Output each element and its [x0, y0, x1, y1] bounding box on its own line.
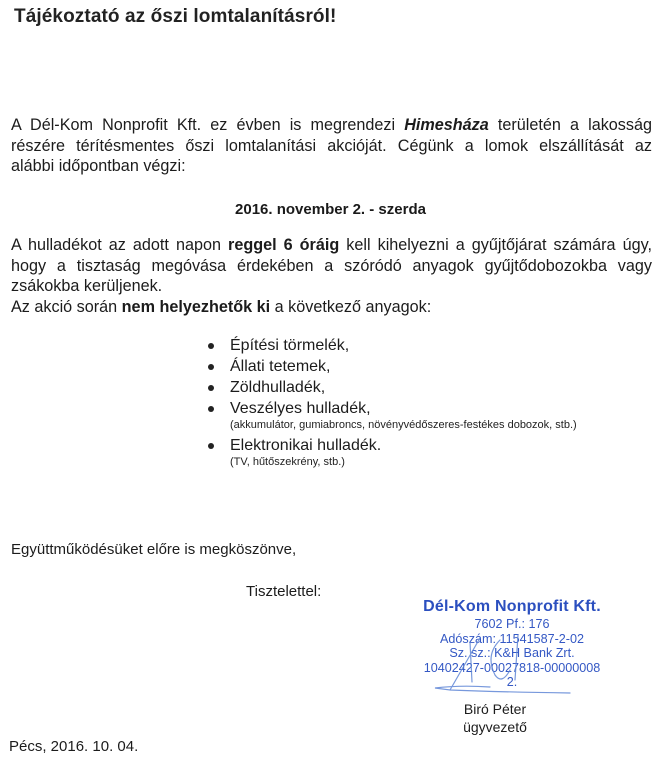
- text-run: Az akció során: [11, 297, 122, 316]
- text-line: [11, 297, 652, 318]
- collection-date: 2016. november 2. - szerda: [235, 201, 426, 218]
- signer-name: Biró Péter: [463, 701, 527, 717]
- stamp-line: 7602 Pf.: 176: [474, 617, 550, 631]
- list-item-note: (TV, hűtőszekrény, stb.): [230, 456, 345, 468]
- company-stamp: [392, 597, 632, 690]
- instruction-paragraph: [11, 235, 652, 317]
- bullet-icon: [208, 364, 214, 370]
- text-line: [11, 136, 652, 157]
- list-item-note: (akkumulátor, gumiabroncs, növényvédőszeres-festékes dobozok, stb.): [230, 419, 577, 431]
- excluded-items-list: [205, 335, 577, 472]
- stamp-line: 10402427-00027818-00000008: [423, 660, 601, 675]
- emphasized-text: reggel 6 óráig: [228, 236, 340, 254]
- text-run: zsákokba kerüljenek.: [11, 277, 163, 296]
- intro-paragraph: [11, 115, 652, 177]
- text-line: [11, 276, 652, 297]
- regards-line: Tisztelettel:: [246, 583, 322, 600]
- signer-block: [420, 700, 570, 736]
- stamp-company-name: Dél-Kom Nonprofit Kft.: [423, 598, 601, 615]
- list-item: [205, 398, 577, 432]
- text-line: [11, 256, 652, 277]
- text-run: kell kihelyezni a gyűjtőjárat számára úgy,: [339, 236, 652, 254]
- place-and-date: Pécs, 2016. 10. 04.: [9, 738, 139, 755]
- list-item: [205, 435, 577, 469]
- bullet-icon: [208, 443, 214, 449]
- closing-line: Együttműködésüket előre is megköszönve,: [11, 541, 297, 558]
- emphasized-text: nem helyezhetők ki: [121, 297, 271, 316]
- list-item-label: Építési törmelék,: [230, 337, 350, 354]
- emphasized-text: Himesháza: [404, 116, 489, 134]
- list-item: [205, 356, 577, 377]
- text-run: a következő anyagok:: [270, 297, 432, 316]
- text-line: [11, 156, 652, 177]
- document-title: Tájékoztató az őszi lomtalanításról!: [14, 6, 337, 27]
- bullet-icon: [208, 385, 214, 391]
- bullet-icon: [208, 406, 214, 412]
- list-item-label: Állati tetemek,: [230, 358, 331, 375]
- text-run: alábbi időpontban végzi:: [11, 157, 186, 176]
- bullet-icon: [208, 343, 214, 349]
- text-run: területén a lakosság: [488, 116, 652, 134]
- list-item-label: Veszélyes hulladék,: [230, 400, 371, 417]
- list-item: [205, 335, 577, 356]
- list-item-label: Elektronikai hulladék.: [230, 437, 382, 454]
- stamp-line: Adószám: 11541587-2-02: [440, 631, 584, 646]
- text-line: [11, 235, 652, 256]
- list-item-label: Zöldhulladék,: [230, 379, 326, 396]
- signer-role: ügyvezető: [463, 719, 527, 735]
- text-run: A Dél-Kom Nonprofit Kft. ez évben is megrendezi: [11, 116, 405, 134]
- stamp-line: 2.: [506, 675, 518, 690]
- text-run: A hulladékot az adott napon: [11, 236, 229, 254]
- text-run: részére térítésmentes őszi lomtalanítási akcióját. Cégünk a lomok elszállítását az: [11, 136, 652, 155]
- stamp-line: Sz. sz.: K&H Bank Zrt.: [449, 646, 575, 661]
- text-run: hogy a tisztaság megóvása érdekében a szóródó anyagok gyűjtődobozokba vagy: [11, 256, 652, 275]
- list-item: [205, 377, 577, 398]
- text-line: [11, 115, 652, 136]
